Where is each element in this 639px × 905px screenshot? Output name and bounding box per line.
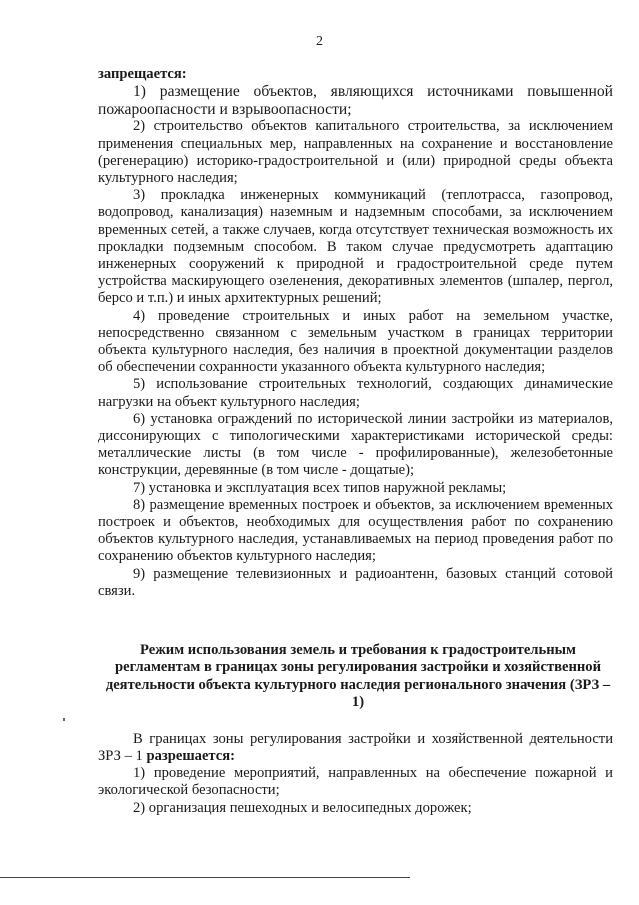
prohibited-item-8: 8) размещение временных построек и объектов, за исключением временных построек и объектов, необходимых для осуществления работ по сохранению объектов культурного наследия, устанавливаемых на период проведения работ по сохранению объектов культурного наследия; xyxy=(98,496,613,565)
zone-intro-text: В границах зоны регулирования застройки и хозяйственной деятельности ЗРЗ – 1 xyxy=(98,730,613,764)
prohibited-item-4: 4) проведение строительных и иных работ на земельном участке, непосредственно связанном с земельным участком в границах территории объекта культурного наследия, без наличия в проектной документации разделов об обеспечении сохранности указанного объекта культурного наследия; xyxy=(98,307,613,376)
prohibited-item-9: 9) размещение телевизионных и радиоантенн, базовых станций сотовой связи. xyxy=(98,565,613,599)
section-heading: Режим использования земель и требования к градостроительным регламентам в границах зоны регулирования застройки и хозяйственной деятельности объекта культурного наследия регионального значения (ЗРЗ – 1) xyxy=(105,642,611,711)
permitted-label: разрешается: xyxy=(146,747,236,764)
page-number: 2 xyxy=(316,34,323,49)
prohibited-item-5: 5) использование строительных технологий, создающих динамические нагрузки на объект культурного наследия; xyxy=(98,376,613,410)
footer-rule xyxy=(0,877,410,878)
prohibited-label: запрещается: xyxy=(98,66,187,82)
zone-intro xyxy=(98,731,613,765)
prohibited-item-3: 3) прокладка инженерных коммуникаций (теплотрасса, газопровод, водопровод, канализация) наземным и надземным способами, за исключением временных сетей, а также случаев, когда отсутствует техническая возможность их прокладки подземным способом. В таком случае предусмотреть адаптацию инженерных сооружений к природной и градостроительной среде путем устройства маскирующего озеленения, декоративных элементов (шпалер, пергол, берсо и т.п.) и иных архитектурных решений; xyxy=(98,187,613,307)
permitted-item-2: 2) организация пешеходных и велосипедных дорожек; xyxy=(133,799,472,816)
prohibited-item-7: 7) установка и эксплуатация всех типов наружной рекламы; xyxy=(133,479,507,496)
permitted-item-1: 1) проведение мероприятий, направленных на обеспечение пожарной и экологической безопасности; xyxy=(98,765,613,799)
margin-mark xyxy=(63,718,65,721)
prohibited-item-6: 6) установка ограждений по исторической линии застройки из материалов, диссонирующих с типологическими характеристиками исторической среды: металлические листы (в том числе - профилированные), железобетонные конструкции, деревянные (в том числе - дощатые); xyxy=(98,410,613,479)
document-body xyxy=(98,66,613,817)
prohibited-item-1: 1) размещение объектов, являющихся источниками повышенной пожароопасности и взрывоопасности; xyxy=(98,83,613,118)
prohibited-item-2: 2) строительство объектов капитального строительства, за исключением применения специальных мер, направленных на сохранение и восстановление (регенерацию) историко-градостроительной и (или) природной среды объекта культурного наследия; xyxy=(98,118,613,186)
